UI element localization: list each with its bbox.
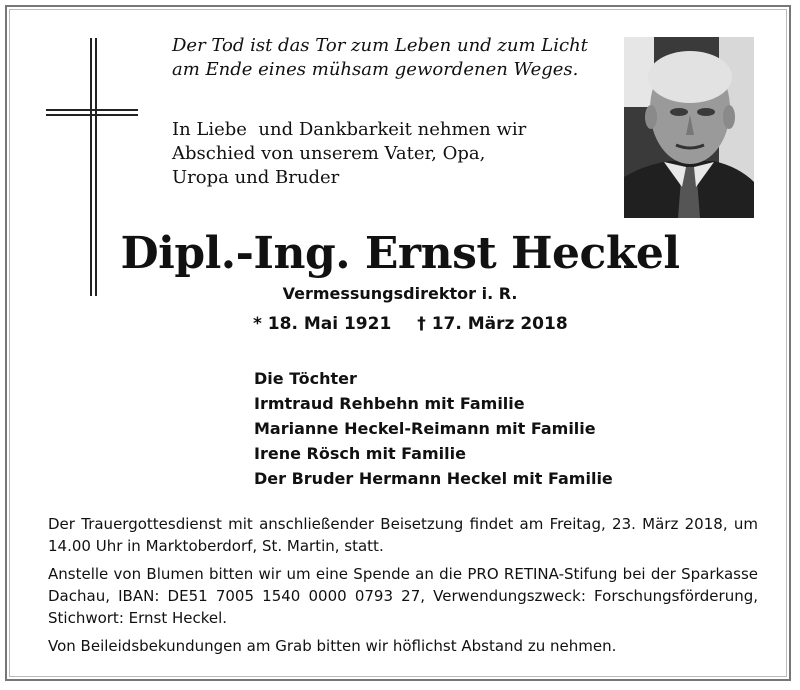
quote-line: am Ende eines mühsam gewordenen Weges.: [172, 59, 579, 80]
intro-line: In Liebe und Dankbarkeit nehmen wir: [172, 119, 527, 140]
quote: [172, 34, 612, 82]
intro-text: [172, 118, 612, 190]
mourner-line: Die Töchter: [254, 369, 357, 388]
intro-line: Abschied von unserem Vater, Opa,: [172, 143, 486, 164]
funeral-notice: Der Trauergottesdienst mit anschließender Beisetzung findet am Freitag, 23. März 2018, um 14.00 Uhr in Marktoberdorf, St. Martin, statt.: [48, 515, 758, 555]
mourner-line: Der Bruder Hermann Heckel mit Familie: [254, 469, 613, 488]
mourner-line: Irmtraud Rehbehn mit Familie: [254, 394, 525, 413]
birth-date: * 18. Mai 1921: [253, 314, 392, 334]
intro-line: Uropa und Bruder: [172, 167, 340, 188]
mourner-line: Marianne Heckel-Reimann mit Familie: [254, 419, 596, 438]
portrait-photo: [624, 37, 754, 218]
notes: [48, 513, 758, 663]
mourners-list: [254, 366, 613, 491]
deceased-title: Vermessungsdirektor i. R.: [282, 284, 518, 303]
death-date: † 17. März 2018: [417, 314, 568, 334]
mourner-line: Irene Rösch mit Familie: [254, 444, 466, 463]
deceased-name: Dipl.-Ing. Ernst Heckel: [120, 228, 680, 279]
life-dates: [253, 311, 568, 337]
quote-line: Der Tod ist das Tor zum Leben und zum Licht: [172, 35, 588, 56]
donation-notice: Anstelle von Blumen bitten wir um eine Spende an die PRO RETINA-Stifung bei der Sparkasse Dachau, IBAN: DE51 7005 1540 0000 0793 27, Verwendungszweck: Forschungsförderung, Stichwort: Ernst Heckel.: [48, 565, 758, 627]
condolence-notice: Von Beileidsbekundungen am Grab bitten wir höflichst Abstand zu nehmen.: [48, 637, 617, 655]
